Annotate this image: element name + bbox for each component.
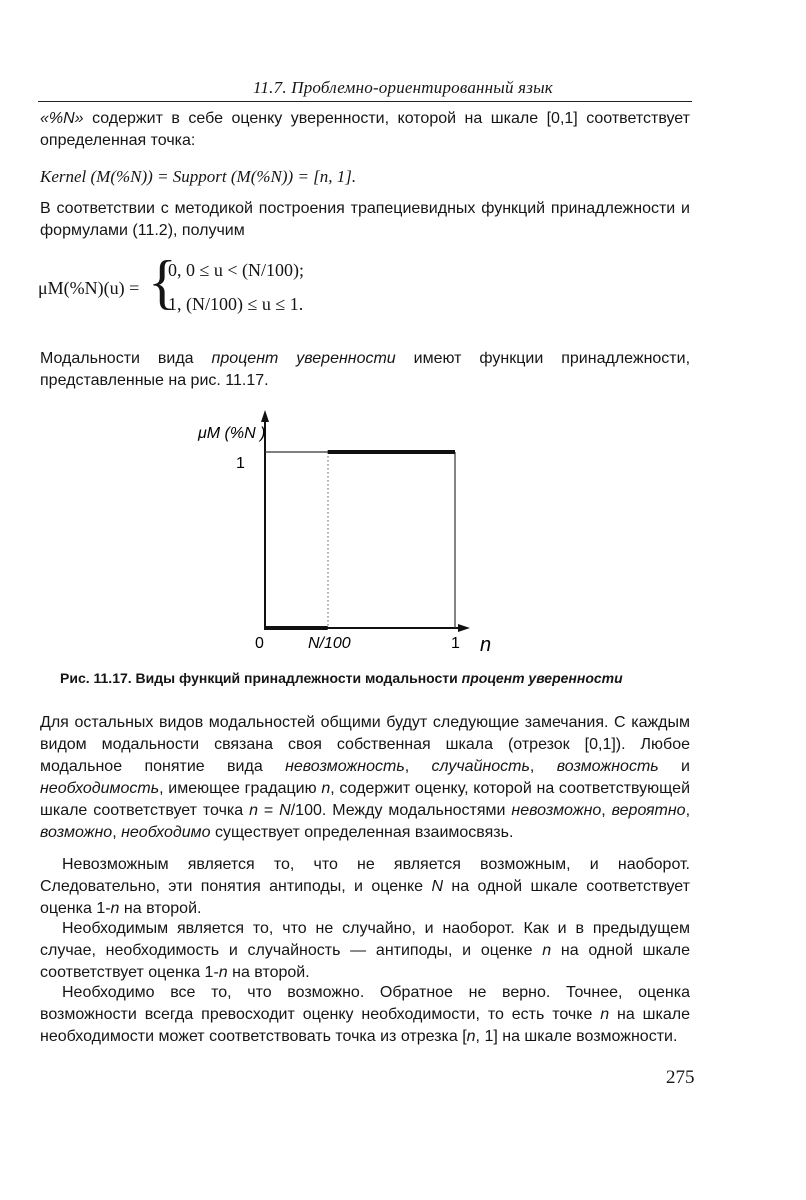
p7-em: n — [600, 1006, 610, 1023]
p4-e3: возможность — [556, 758, 659, 775]
p6-em2: n — [218, 964, 228, 981]
p5-em: N — [431, 878, 444, 895]
p4-t2: , — [404, 758, 432, 775]
x-tick-0: 0 — [255, 635, 264, 652]
p4-e9: вероятно — [611, 802, 686, 819]
x-tick-1: 1 — [451, 635, 460, 652]
p7-b: на шкале необходимости может соответствовать точка из отрезка [ — [40, 1006, 690, 1045]
p4-t11: , — [112, 824, 122, 841]
caption-text: Виды функций принадлежности модальности — [131, 670, 462, 686]
paragraph-4 — [40, 712, 690, 844]
y-axis-arrow — [261, 410, 269, 422]
p7-a: Необходимо все то, что возможно. Обратное не верно. Точнее, оценка возможности всегда превосходит оценку необходимости, то есть точке — [40, 984, 690, 1023]
p4-t5: , имеющее градацию — [159, 780, 322, 797]
left-brace: { — [148, 249, 177, 315]
x-axis-arrow — [458, 624, 470, 632]
p4-t3: , — [529, 758, 557, 775]
x-axis-label: n — [480, 634, 492, 656]
p4-t1: Для остальных видов модальностей общими будут следующие замечания. С каждым видом модальности связана своя собственная шкала (отрезок [0,1]). Любое модальное понятие вида — [40, 714, 690, 775]
p4-e2: случайность — [431, 758, 530, 775]
p3-a: Модальности вида — [40, 350, 212, 367]
paragraph-2: В соответствии с методикой построения трапециевидных функций принадлежности и формулами (11.2), получим — [40, 200, 690, 239]
p1-lead: «%N» — [40, 110, 84, 127]
p7-em2: n — [466, 1028, 476, 1045]
p4-e5: n — [321, 780, 331, 797]
piecewise-formula — [38, 249, 458, 324]
p4-t7: = — [258, 802, 280, 819]
p4-t8: /100. Между модальностями — [290, 802, 512, 819]
p4-t12: существует определенная взаимосвязь. — [210, 824, 514, 841]
paragraph-1 — [40, 108, 690, 152]
p5-c: на второй. — [119, 900, 202, 917]
piecewise-case-1: 0, 0 ≤ u < (N/100); — [168, 260, 305, 280]
paragraph-5 — [40, 854, 690, 920]
running-header: 11.7. Проблемно-ориентированный язык — [253, 78, 553, 97]
p4-t4: и — [658, 758, 690, 775]
y-axis-label: μM (%N ) — [198, 425, 266, 442]
p1-text: содержит в себе оценку уверенности, которой на шкале [0,1] соответствует определенная точка: — [40, 110, 690, 149]
p6-b: на одной шкале соответствует оценка 1- — [40, 942, 690, 981]
p4-e6: n — [249, 802, 258, 819]
p5-em2: n — [110, 900, 120, 917]
piecewise-lhs: μM(%N)(u) = — [38, 278, 140, 298]
header-rule — [38, 101, 692, 102]
kernel-formula: Kernel (M(%N)) = Support (M(%N)) = [n, 1]. — [40, 167, 357, 186]
p6-em: n — [542, 942, 552, 959]
p4-t6: , содержит оценку, которой на соответствующей шкале соответствует точка — [40, 780, 691, 819]
paragraph-7 — [40, 982, 690, 1048]
paragraph-3 — [40, 348, 690, 392]
p6-a: Необходимым является то, что не случайно, и наоборот. Как и в предыдущем случае, необходимость и случайность — антиподы, и оценке — [40, 920, 690, 959]
y-tick-1: 1 — [236, 455, 245, 472]
p4-e8: невозможно — [511, 802, 602, 819]
piecewise-case-2: 1, (N/100) ≤ u ≤ 1. — [168, 294, 304, 314]
p3-b: имеют функции принадлежности, представленные на рис. 11.17. — [40, 350, 691, 389]
p4-e7: N — [279, 802, 291, 819]
page-number: 275 — [666, 1067, 695, 1088]
caption-em: процент уверенности — [461, 670, 623, 686]
p5-a: Невозможным является то, что не является возможным, и наоборот. Следовательно, эти понятия антиподы, и оценке — [40, 856, 690, 895]
caption-label: Рис. 11.17. — [60, 670, 132, 686]
p6-c: на второй. — [227, 964, 310, 981]
p4-t10: , — [685, 802, 691, 819]
p4-t9: , — [601, 802, 612, 819]
p3-em: процент уверенности — [211, 350, 396, 367]
figure-11-17 — [0, 408, 806, 668]
p4-e4: необходимость — [40, 780, 160, 797]
figure-caption — [60, 670, 700, 686]
p5-b: на одной шкале соответствует оценка 1- — [40, 878, 690, 917]
p4-e1: невозможность — [285, 758, 405, 775]
x-tick-n100: N/100 — [308, 635, 351, 652]
paragraph-6 — [40, 918, 690, 984]
p4-e11: необходимо — [121, 824, 211, 841]
p7-c: , 1] на шкале возможности. — [475, 1028, 678, 1045]
p4-e10: возможно — [40, 824, 113, 841]
